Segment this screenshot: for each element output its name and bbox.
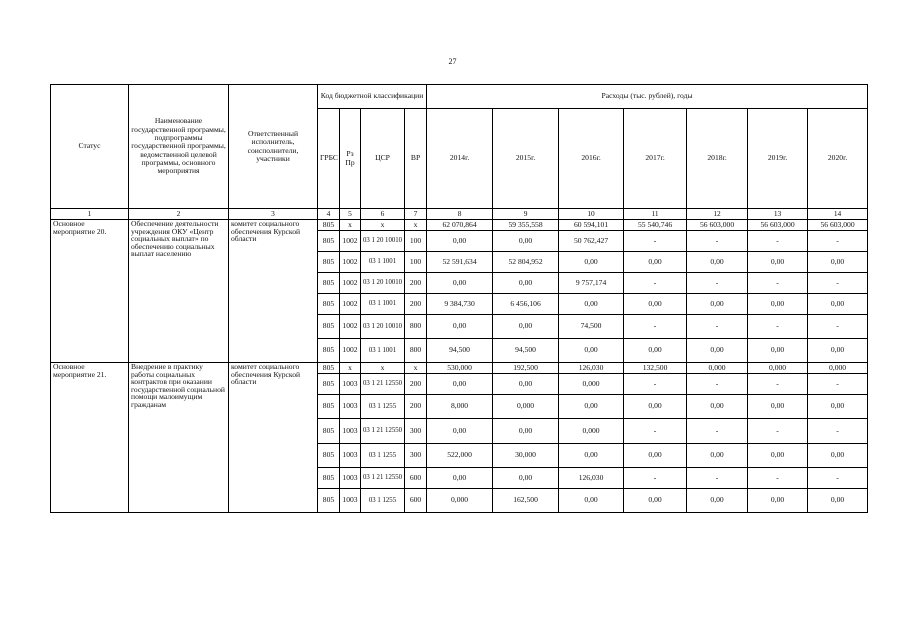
- header-year: 2018г.: [687, 109, 748, 209]
- expense-value-cell: 56 603,000: [808, 220, 868, 231]
- expense-value-cell: 0,00: [808, 252, 868, 273]
- header-program-name: Наименование государственной программы, подпрограммы государственной программы, ведомственной целевой программы, основного мероприятия: [129, 85, 229, 209]
- expense-value-cell: -: [624, 315, 687, 339]
- expense-value-cell: 0,00: [493, 374, 559, 395]
- expense-value-cell: 0,00: [624, 252, 687, 273]
- column-number: 11: [624, 209, 687, 220]
- expense-value-cell: 0,000: [687, 363, 748, 374]
- vr-cell: x: [405, 220, 427, 231]
- column-number: 13: [748, 209, 808, 220]
- responsible-cell: комитет социального обеспечения Курской области: [229, 363, 318, 513]
- vr-cell: 200: [405, 273, 427, 294]
- column-number: 1: [51, 209, 129, 220]
- expense-value-cell: -: [624, 273, 687, 294]
- expense-value-cell: 126,030: [559, 363, 624, 374]
- header-grbs: ГРБС: [318, 109, 340, 209]
- expense-value-cell: 0,00: [427, 419, 493, 444]
- expense-value-cell: -: [687, 315, 748, 339]
- expense-value-cell: -: [748, 315, 808, 339]
- expense-value-cell: 59 355,558: [493, 220, 559, 231]
- csr-cell: 03 1 1001: [361, 252, 405, 273]
- column-number: 7: [405, 209, 427, 220]
- expense-value-cell: -: [624, 231, 687, 252]
- expense-value-cell: 0,00: [493, 419, 559, 444]
- table-row: [51, 220, 868, 231]
- expense-value-cell: 0,00: [427, 374, 493, 395]
- column-number: 10: [559, 209, 624, 220]
- expense-value-cell: 55 540,746: [624, 220, 687, 231]
- expense-value-cell: -: [748, 231, 808, 252]
- expense-value-cell: 0,00: [687, 339, 748, 363]
- expense-value-cell: 0,00: [687, 294, 748, 315]
- expense-value-cell: -: [808, 374, 868, 395]
- expense-value-cell: 0,00: [493, 468, 559, 489]
- column-number: 4: [318, 209, 340, 220]
- grbs-cell: 805: [318, 294, 340, 315]
- expense-value-cell: 94,500: [493, 339, 559, 363]
- expense-value-cell: 0,00: [624, 444, 687, 468]
- vr-cell: 200: [405, 374, 427, 395]
- expense-value-cell: 0,00: [624, 395, 687, 419]
- header-year: 2016г.: [559, 109, 624, 209]
- expense-value-cell: 6 456,106: [493, 294, 559, 315]
- expense-value-cell: 0,00: [687, 444, 748, 468]
- expense-value-cell: -: [748, 273, 808, 294]
- status-cell: Основное мероприятие 20.: [51, 220, 129, 363]
- vr-cell: 800: [405, 339, 427, 363]
- grbs-cell: 805: [318, 489, 340, 513]
- vr-cell: 200: [405, 294, 427, 315]
- expense-value-cell: 0,00: [559, 294, 624, 315]
- grbs-cell: 805: [318, 374, 340, 395]
- expense-value-cell: 60 594,101: [559, 220, 624, 231]
- expense-value-cell: -: [748, 374, 808, 395]
- rzpr-cell: 1003: [340, 489, 361, 513]
- header-pr: Пр: [345, 157, 355, 167]
- column-number: 14: [808, 209, 868, 220]
- csr-cell: 03 1 21 12550: [361, 468, 405, 489]
- rzpr-cell: 1002: [340, 231, 361, 252]
- rzpr-cell: 1003: [340, 374, 361, 395]
- expense-value-cell: 0,00: [808, 444, 868, 468]
- expense-value-cell: 0,00: [624, 294, 687, 315]
- vr-cell: 600: [405, 489, 427, 513]
- expense-value-cell: 162,500: [493, 489, 559, 513]
- expense-value-cell: -: [808, 315, 868, 339]
- grbs-cell: 805: [318, 419, 340, 444]
- expense-value-cell: 0,00: [687, 489, 748, 513]
- expense-value-cell: 0,00: [427, 315, 493, 339]
- expense-value-cell: 0,00: [808, 339, 868, 363]
- status-cell: Основное мероприятие 21.: [51, 363, 129, 513]
- expense-value-cell: -: [624, 374, 687, 395]
- vr-cell: 600: [405, 468, 427, 489]
- header-rzpr: [340, 109, 361, 209]
- csr-cell: 03 1 1255: [361, 444, 405, 468]
- expense-value-cell: -: [687, 419, 748, 444]
- column-number: 5: [340, 209, 361, 220]
- expense-value-cell: 74,500: [559, 315, 624, 339]
- csr-cell: x: [361, 220, 405, 231]
- expense-value-cell: 52 591,634: [427, 252, 493, 273]
- responsible-cell: комитет социального обеспечения Курской области: [229, 220, 318, 363]
- expense-value-cell: 62 070,864: [427, 220, 493, 231]
- program-name-cell: Обеспечение деятельности учреждения ОКУ «Центр социальных выплат» по обеспечению социальных выплат населению: [129, 220, 229, 363]
- rzpr-cell: 1003: [340, 419, 361, 444]
- csr-cell: 03 1 1255: [361, 489, 405, 513]
- vr-cell: 200: [405, 395, 427, 419]
- expense-value-cell: 0,00: [559, 252, 624, 273]
- rzpr-cell: 1003: [340, 468, 361, 489]
- column-number: 12: [687, 209, 748, 220]
- expense-value-cell: 0,00: [748, 339, 808, 363]
- expense-value-cell: 0,00: [427, 273, 493, 294]
- grbs-cell: 805: [318, 231, 340, 252]
- expense-value-cell: 0,000: [559, 374, 624, 395]
- grbs-cell: 805: [318, 252, 340, 273]
- header-status: Статус: [51, 85, 129, 209]
- expense-value-cell: 0,00: [748, 444, 808, 468]
- expense-value-cell: -: [687, 231, 748, 252]
- expense-value-cell: 192,500: [493, 363, 559, 374]
- grbs-cell: 805: [318, 444, 340, 468]
- csr-cell: 03 1 1001: [361, 294, 405, 315]
- expense-value-cell: 0,00: [748, 294, 808, 315]
- expense-value-cell: 132,500: [624, 363, 687, 374]
- expense-value-cell: -: [748, 468, 808, 489]
- expense-value-cell: 56 603,000: [748, 220, 808, 231]
- expense-value-cell: 0,000: [427, 489, 493, 513]
- expense-value-cell: 0,00: [687, 252, 748, 273]
- header-rz: Рз: [346, 149, 354, 159]
- grbs-cell: 805: [318, 363, 340, 374]
- expense-value-cell: -: [808, 273, 868, 294]
- header-year: 2019г.: [748, 109, 808, 209]
- vr-cell: 300: [405, 444, 427, 468]
- header-budget-code: Код бюджетной классификации: [318, 85, 427, 109]
- grbs-cell: 805: [318, 220, 340, 231]
- expense-value-cell: -: [624, 419, 687, 444]
- csr-cell: 03 1 20 10010: [361, 231, 405, 252]
- expense-value-cell: 0,00: [808, 489, 868, 513]
- vr-cell: 100: [405, 231, 427, 252]
- rzpr-cell: x: [340, 363, 361, 374]
- expense-value-cell: 530,000: [427, 363, 493, 374]
- expense-value-cell: 94,500: [427, 339, 493, 363]
- expense-value-cell: 52 804,952: [493, 252, 559, 273]
- rzpr-cell: x: [340, 220, 361, 231]
- expense-value-cell: 0,00: [559, 444, 624, 468]
- grbs-cell: 805: [318, 468, 340, 489]
- expense-value-cell: -: [687, 273, 748, 294]
- expense-value-cell: -: [687, 468, 748, 489]
- rzpr-cell: 1002: [340, 273, 361, 294]
- rzpr-cell: 1002: [340, 294, 361, 315]
- expense-value-cell: 0,00: [808, 294, 868, 315]
- expense-value-cell: 522,000: [427, 444, 493, 468]
- expense-value-cell: -: [808, 468, 868, 489]
- header-year: 2020г.: [808, 109, 868, 209]
- expense-value-cell: 9 384,730: [427, 294, 493, 315]
- csr-cell: 03 1 20 10010: [361, 273, 405, 294]
- expense-value-cell: 0,000: [748, 363, 808, 374]
- expense-value-cell: -: [748, 419, 808, 444]
- expense-value-cell: 8,000: [427, 395, 493, 419]
- expense-value-cell: 0,00: [808, 395, 868, 419]
- vr-cell: 300: [405, 419, 427, 444]
- csr-cell: x: [361, 363, 405, 374]
- expense-value-cell: 0,00: [493, 315, 559, 339]
- program-name-cell: Внедрение в практику работы социальных контрактов при оказании государственной социальной помощи малоимущим гражданам: [129, 363, 229, 513]
- expense-value-cell: 0,00: [624, 339, 687, 363]
- csr-cell: 03 1 1001: [361, 339, 405, 363]
- table-row: [51, 363, 868, 374]
- header-expenses: Расходы (тыс. рублей), годы: [427, 85, 868, 109]
- grbs-cell: 805: [318, 339, 340, 363]
- expense-value-cell: -: [808, 231, 868, 252]
- rzpr-cell: 1002: [340, 252, 361, 273]
- column-number: 9: [493, 209, 559, 220]
- column-number: 6: [361, 209, 405, 220]
- csr-cell: 03 1 21 12550: [361, 419, 405, 444]
- expense-value-cell: 0,00: [624, 489, 687, 513]
- budget-table: [50, 84, 868, 513]
- expense-value-cell: -: [687, 374, 748, 395]
- rzpr-cell: 1003: [340, 444, 361, 468]
- expense-value-cell: 0,00: [687, 395, 748, 419]
- expense-value-cell: 0,00: [748, 252, 808, 273]
- expense-value-cell: 0,000: [559, 419, 624, 444]
- expense-value-cell: 0,00: [493, 273, 559, 294]
- header-csr: ЦСР: [361, 109, 405, 209]
- expense-value-cell: 0,000: [493, 395, 559, 419]
- grbs-cell: 805: [318, 273, 340, 294]
- csr-cell: 03 1 1255: [361, 395, 405, 419]
- vr-cell: 100: [405, 252, 427, 273]
- csr-cell: 03 1 20 10010: [361, 315, 405, 339]
- expense-value-cell: 9 757,174: [559, 273, 624, 294]
- expense-value-cell: 0,00: [493, 231, 559, 252]
- expense-value-cell: 0,00: [748, 395, 808, 419]
- rzpr-cell: 1003: [340, 395, 361, 419]
- expense-value-cell: -: [808, 419, 868, 444]
- vr-cell: x: [405, 363, 427, 374]
- expense-value-cell: 56 603,000: [687, 220, 748, 231]
- column-number: 8: [427, 209, 493, 220]
- header-vr: ВР: [405, 109, 427, 209]
- expense-value-cell: 126,030: [559, 468, 624, 489]
- header-year: 2014г.: [427, 109, 493, 209]
- expense-value-cell: 0,00: [559, 339, 624, 363]
- vr-cell: 800: [405, 315, 427, 339]
- expense-value-cell: 0,00: [559, 395, 624, 419]
- expense-value-cell: 0,00: [559, 489, 624, 513]
- grbs-cell: 805: [318, 395, 340, 419]
- expense-value-cell: 0,00: [748, 489, 808, 513]
- expense-value-cell: 30,000: [493, 444, 559, 468]
- column-number: 2: [129, 209, 229, 220]
- header-year: 2017г.: [624, 109, 687, 209]
- expense-value-cell: 0,000: [808, 363, 868, 374]
- csr-cell: 03 1 21 12550: [361, 374, 405, 395]
- column-number: 3: [229, 209, 318, 220]
- rzpr-cell: 1002: [340, 315, 361, 339]
- grbs-cell: 805: [318, 315, 340, 339]
- expense-value-cell: 50 762,427: [559, 231, 624, 252]
- page-number: 27: [448, 57, 457, 66]
- column-numbers-row: [51, 209, 868, 220]
- header-responsible: Ответственный исполнитель, соисполнители, участники: [229, 85, 318, 209]
- header-year: 2015г.: [493, 109, 559, 209]
- expense-value-cell: 0,00: [427, 231, 493, 252]
- rzpr-cell: 1002: [340, 339, 361, 363]
- expense-value-cell: -: [624, 468, 687, 489]
- expense-value-cell: 0,00: [427, 468, 493, 489]
